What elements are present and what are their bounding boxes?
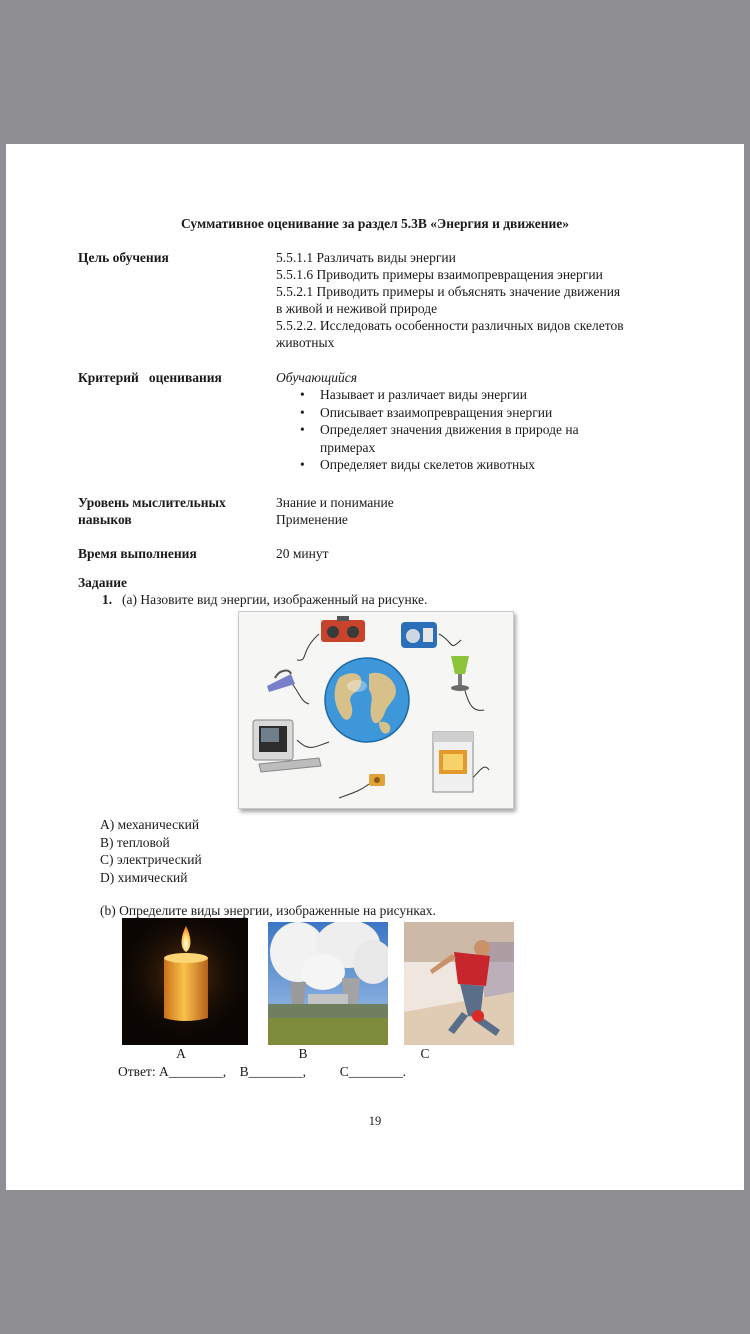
level-values <box>276 494 676 528</box>
goal-item: 5.5.1.1 Различать виды энергии <box>276 250 456 265</box>
level-value: Знание и понимание <box>276 495 394 510</box>
candle-icon <box>122 918 248 1045</box>
goal-list <box>276 249 676 351</box>
criteria-label: Критерий оценивания <box>78 370 222 385</box>
power-plant-icon <box>268 922 388 1045</box>
photo-candle <box>122 918 248 1045</box>
criteria-item <box>276 404 676 422</box>
bowling-player-icon <box>404 922 514 1045</box>
time-label: Время выполнения <box>78 546 197 561</box>
radio-icon <box>401 622 437 648</box>
criteria-list <box>276 386 676 474</box>
caption-c: C <box>420 1046 430 1061</box>
bullet-icon: • <box>300 387 305 402</box>
criteria-item <box>276 386 676 404</box>
level-label: Уровень мыслительных навыков <box>78 495 226 527</box>
telephone-icon <box>369 774 385 786</box>
criteria-text: Называет и различает виды энергии <box>320 387 527 402</box>
appliances-globe-illustration <box>239 612 513 808</box>
stove-icon <box>433 732 473 792</box>
option-c: C) электрический <box>100 852 202 867</box>
photo-bowling <box>404 922 514 1045</box>
document-page <box>6 144 744 1190</box>
criteria-text: Определяет значения движения в природе на примерах <box>320 422 579 455</box>
level-value: Применение <box>276 512 348 527</box>
criteria-item <box>276 456 676 474</box>
option-b: B) тепловой <box>100 834 170 850</box>
criteria-intro: Обучающийся <box>276 370 358 385</box>
time-value: 20 минут <box>276 546 329 561</box>
bullet-icon: • <box>300 457 305 472</box>
task-number: 1. <box>102 592 113 607</box>
goal-item: 5.5.2.1 Приводить примеры и объяснять значение движения <box>276 284 621 299</box>
option-d: D) химический <box>100 869 188 885</box>
photo-power-plant <box>268 922 388 1045</box>
page-title: Суммативное оценивание за раздел 5.3В «Энергия и движение» <box>180 216 570 231</box>
bullet-icon: • <box>300 404 305 420</box>
bullet-icon: • <box>300 422 305 437</box>
criteria-text: Определяет виды скелетов животных <box>320 457 536 472</box>
task-label: Задание <box>78 575 128 590</box>
answer-line: Ответ: А________, В________, С________. <box>118 1064 407 1079</box>
question-a: (a) Назовите вид энергии, изображенный на рисунке. <box>122 592 428 607</box>
globe-icon <box>325 658 409 742</box>
criteria-block <box>276 369 676 474</box>
caption-a: A <box>176 1046 186 1061</box>
question-b: (b) Определите виды энергии, изображенные на рисунках. <box>100 903 436 918</box>
criteria-text: Описывает взаимопревращения энергии <box>320 404 553 420</box>
goal-item: 5.5.1.6 Приводить примеры взаимопревращения энергии <box>276 267 603 282</box>
answer-options <box>100 816 202 886</box>
page-number: 19 <box>368 1114 382 1128</box>
goal-label: Цель обучения <box>78 250 169 265</box>
goal-item: 5.5.2.2. Исследовать особенности различных видов скелетов <box>276 318 624 333</box>
goal-item: в живой и неживой природе <box>276 301 438 316</box>
criteria-item <box>276 421 610 456</box>
energy-figure <box>238 611 514 809</box>
goal-item: животных <box>276 335 335 350</box>
caption-b: B <box>298 1046 308 1061</box>
option-a: A) механический <box>100 817 200 832</box>
